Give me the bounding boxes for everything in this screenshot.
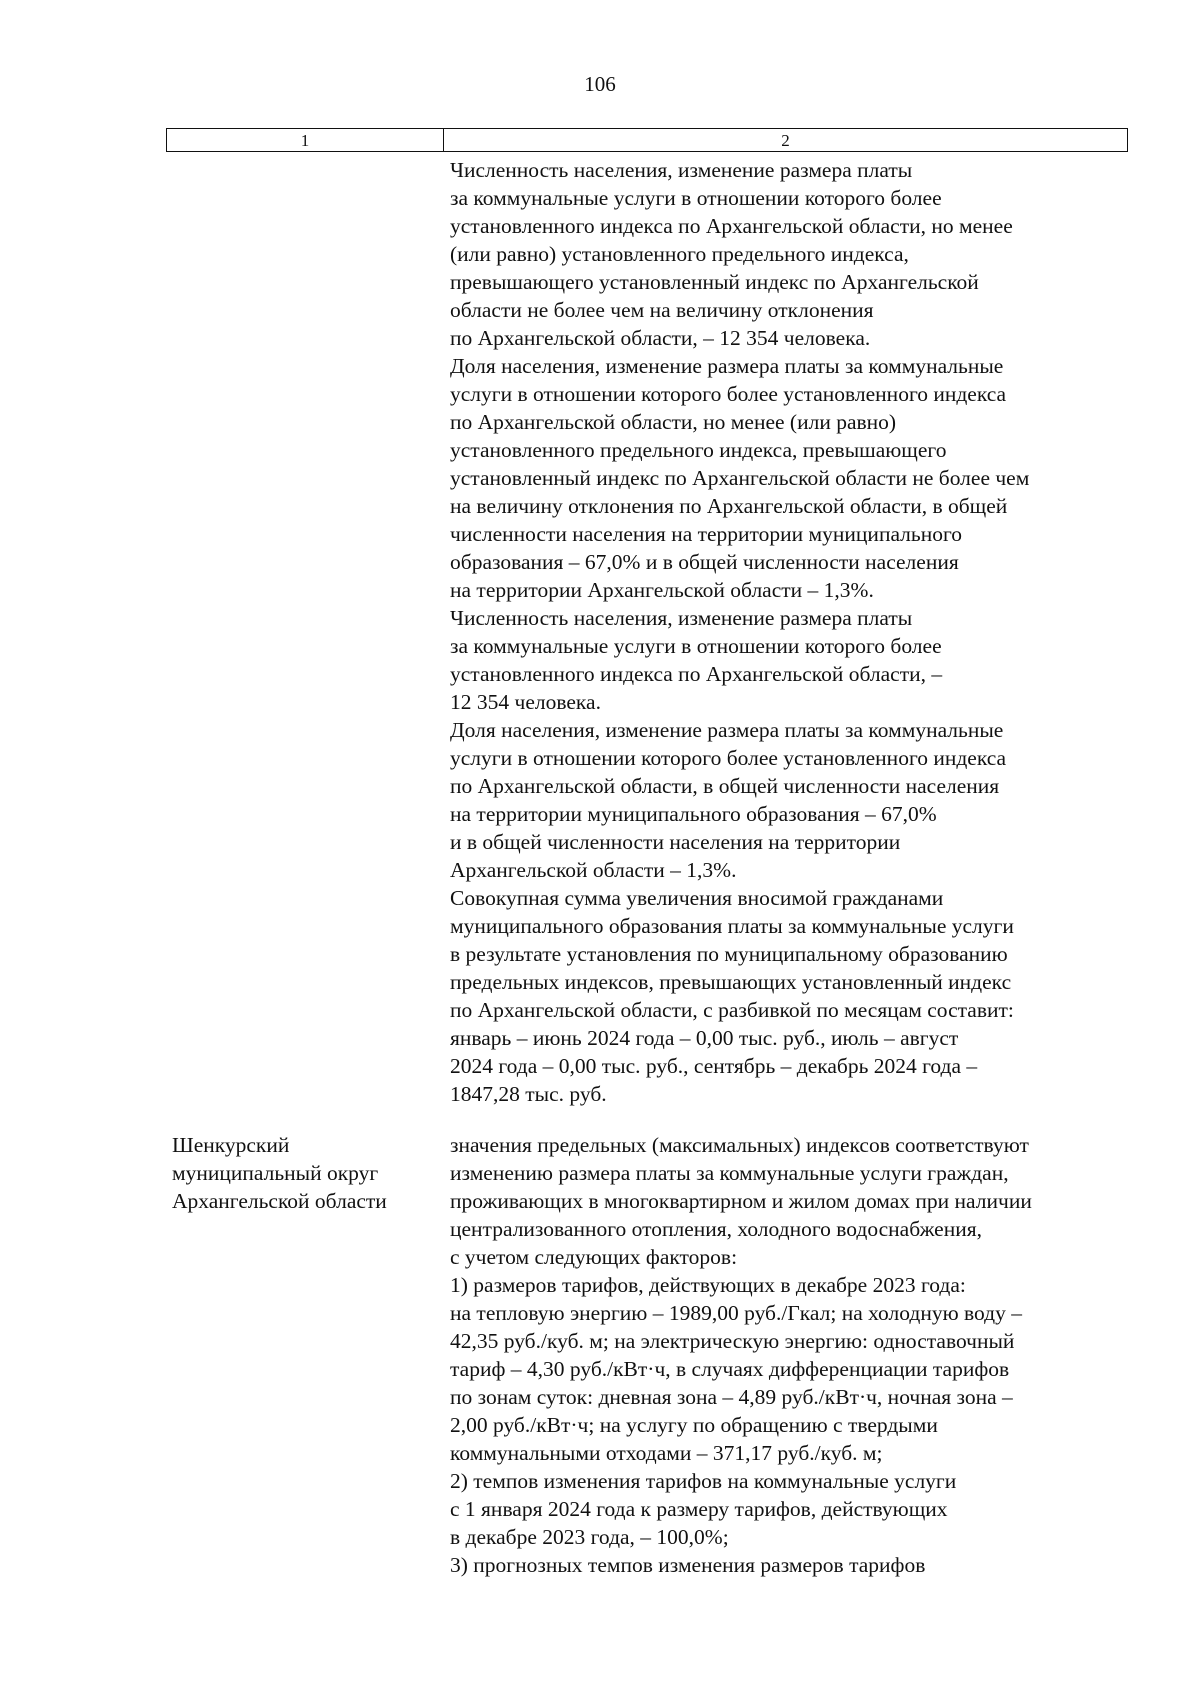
text-line: тариф – 4,30 руб./кВт·ч, в случаях дифференциации тарифов <box>450 1357 1010 1381</box>
text-line: 1847,28 тыс. руб. <box>450 1082 607 1106</box>
text-line: 42,35 руб./куб. м; на электрическую энергию: одноставочный <box>450 1329 1015 1353</box>
text-line: установленного индекса по Архангельской области, но менее <box>450 214 1013 238</box>
text-line: проживающих в многоквартирном и жилом домах при наличии <box>450 1189 1032 1213</box>
municipality-name <box>172 1131 387 1215</box>
text-line: централизованного отопления, холодного водоснабжения, <box>450 1217 982 1241</box>
text-line: 1) размеров тарифов, действующих в декабре 2023 года: <box>450 1273 966 1297</box>
text-line: за коммунальные услуги в отношении которого более <box>450 634 942 658</box>
text-line: муниципальный округ <box>172 1161 379 1185</box>
text-line: коммунальными отходами – 371,17 руб./куб. м; <box>450 1441 883 1465</box>
text-line: 3) прогнозных темпов изменения размеров тарифов <box>450 1553 926 1577</box>
text-line: Архангельской области <box>172 1189 387 1213</box>
column-number-2: 2 <box>444 129 1128 152</box>
text-line: в декабре 2023 года, – 100,0%; <box>450 1525 729 1549</box>
text-line: превышающего установленный индекс по Архангельской <box>450 270 979 294</box>
column-header-table <box>166 128 1128 152</box>
index-factors-text <box>450 1131 1032 1579</box>
text-line: на величину отклонения по Архангельской области, в общей <box>450 494 1008 518</box>
text-line: услуги в отношении которого более установленного индекса <box>450 746 1007 770</box>
text-line: Численность населения, изменение размера платы <box>450 158 913 182</box>
text-line: услуги в отношении которого более установленного индекса <box>450 382 1007 406</box>
text-line: по Архангельской области, в общей численности населения <box>450 774 1000 798</box>
text-line: Шенкурский <box>172 1133 290 1157</box>
text-line: установленного индекса по Архангельской области, – <box>450 662 943 686</box>
text-line: (или равно) установленного предельного индекса, <box>450 242 909 266</box>
text-line: и в общей численности населения на территории <box>450 830 901 854</box>
text-line: по Архангельской области, с разбивкой по месяцам составит: <box>450 998 1014 1022</box>
text-line: Архангельской области – 1,3%. <box>450 858 737 882</box>
text-line: на территории Архангельской области – 1,3%. <box>450 578 874 602</box>
text-line: на тепловую энергию – 1989,00 руб./Гкал; на холодную воду – <box>450 1301 1022 1325</box>
text-line: в результате установления по муниципальному образованию <box>450 942 1008 966</box>
text-line: установленный индекс по Архангельской области не более чем <box>450 466 1030 490</box>
text-line: 2024 года – 0,00 тыс. руб., сентябрь – декабрь 2024 года – <box>450 1054 978 1078</box>
text-line: по зонам суток: дневная зона – 4,89 руб./кВт·ч, ночная зона – <box>450 1385 1013 1409</box>
text-line: по Архангельской области, но менее (или равно) <box>450 410 897 434</box>
text-line: Доля населения, изменение размера платы за коммунальные <box>450 718 1004 742</box>
column-header-row <box>167 129 1128 152</box>
text-line: январь – июнь 2024 года – 0,00 тыс. руб., июль – август <box>450 1026 959 1050</box>
text-line: за коммунальные услуги в отношении которого более <box>450 186 942 210</box>
text-line: области не более чем на величину отклонения <box>450 298 874 322</box>
text-line: с учетом следующих факторов: <box>450 1245 738 1269</box>
column-number-1: 1 <box>167 129 444 152</box>
population-summary-text <box>450 156 1029 1108</box>
page-number: 106 <box>584 72 616 96</box>
text-line: Численность населения, изменение размера платы <box>450 606 913 630</box>
text-line: на территории муниципального образования – 67,0% <box>450 802 937 826</box>
text-line: 12 354 человека. <box>450 690 601 714</box>
text-line: образования – 67,0% и в общей численности населения <box>450 550 959 574</box>
text-line: значения предельных (максимальных) индексов соответствуют <box>450 1133 1029 1157</box>
text-line: 2) темпов изменения тарифов на коммунальные услуги <box>450 1469 957 1493</box>
text-line: Доля населения, изменение размера платы за коммунальные <box>450 354 1004 378</box>
text-line: с 1 января 2024 года к размеру тарифов, действующих <box>450 1497 948 1521</box>
text-line: численности населения на территории муниципального <box>450 522 963 546</box>
text-line: предельных индексов, превышающих установленный индекс <box>450 970 1012 994</box>
text-line: 2,00 руб./кВт·ч; на услугу по обращению с твердыми <box>450 1413 938 1437</box>
text-line: по Архангельской области, – 12 354 человека. <box>450 326 871 350</box>
text-line: установленного предельного индекса, превышающего <box>450 438 947 462</box>
text-line: изменению размера платы за коммунальные услуги граждан, <box>450 1161 1009 1185</box>
text-line: Совокупная сумма увеличения вносимой гражданами <box>450 886 944 910</box>
text-line: муниципального образования платы за коммунальные услуги <box>450 914 1014 938</box>
